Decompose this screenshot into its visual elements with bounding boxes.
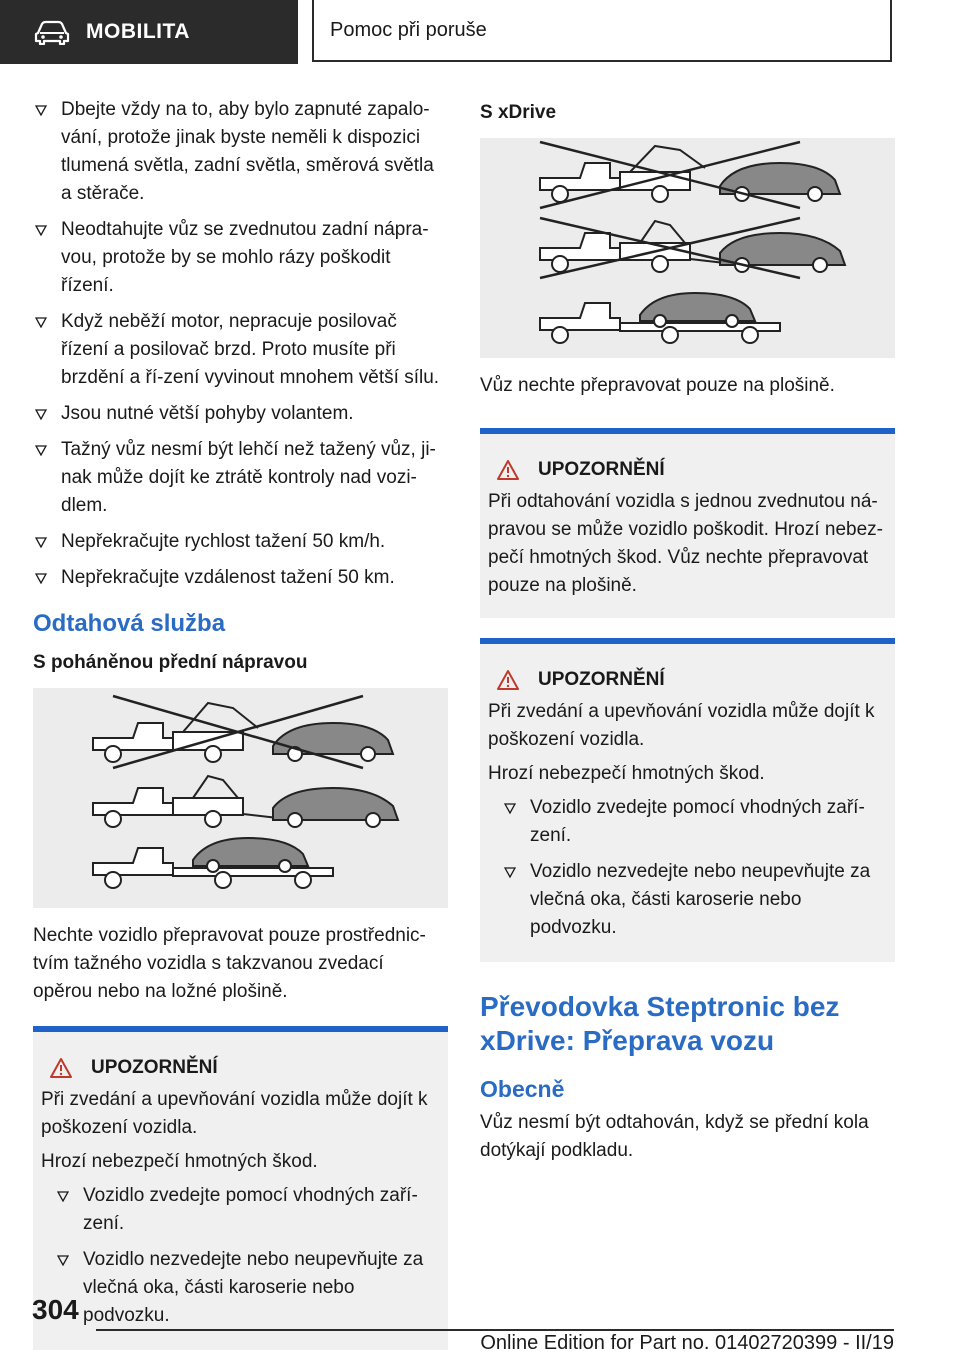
list-item: Vozidlo nezvedejte nebo neupevňujte za vlečná oka, části karoserie nebo podvozku. xyxy=(502,858,887,942)
figure-caption: Nechte vozidlo přepravovat pouze prostřednic-tvím tažného vozidla s takzvanou zvedací opěrou nebo na ložné plošině. xyxy=(33,925,426,1002)
section-label: MOBILITA xyxy=(86,20,190,43)
list-item: Nepřekračujte rychlost tažení 50 km/h. xyxy=(33,528,448,556)
list-item: Vozidlo zvedejte pomocí vhodných zaří-zení. xyxy=(55,1182,440,1238)
warning-box xyxy=(480,638,895,962)
warning-text: Hrozí nebezpečí hmotných škod. xyxy=(488,763,765,784)
bullet-triangle-icon xyxy=(35,409,47,420)
bullet-triangle-icon xyxy=(35,105,47,116)
warning-header: UPOZORNĚNÍ xyxy=(41,1054,440,1082)
warning-box xyxy=(480,428,895,618)
bullet-triangle-icon xyxy=(35,317,47,328)
towing-illustration-front-drive xyxy=(33,688,448,908)
bullet-triangle-icon xyxy=(504,803,516,814)
warning-text: Při zvedání a upevňování vozidla může dojít k poškození vozidla. xyxy=(41,1089,428,1138)
left-column xyxy=(33,96,448,1350)
precaution-list xyxy=(33,96,448,592)
bullet-triangle-icon xyxy=(504,867,516,878)
section-tab xyxy=(0,0,298,64)
warning-text: Hrozí nebezpečí hmotných škod. xyxy=(41,1151,318,1172)
towing-illustration-xdrive xyxy=(480,138,895,358)
figure-caption: Vůz nechte přepravovat pouze na plošině. xyxy=(480,375,835,396)
subsection-title: S xDrive xyxy=(480,102,557,123)
bullet-triangle-icon xyxy=(57,1191,69,1202)
chapter-title: Pomoc při poruše xyxy=(312,0,892,62)
list-item: Dbejte vždy na to, aby bylo zapnuté zapalo-vání, protože jinak byste neměli k dispozici tlumená světla, zadní světla, směrová světla a stěrače. xyxy=(33,96,448,208)
warning-triangle-icon xyxy=(496,459,520,481)
footer-divider xyxy=(96,1329,894,1331)
list-item: Tažný vůz nesmí být lehčí než tažený vůz, ji-nak může dojít ke ztrátě kontroly nad vozi-dlem. xyxy=(33,436,448,520)
chapter-heading: Převodovka Steptronic bez xDrive: Přeprava vozu xyxy=(480,991,840,1056)
warning-list xyxy=(502,794,887,942)
section-heading: Obecně xyxy=(480,1076,565,1102)
towing-diagram xyxy=(33,688,448,908)
list-item: Neodtahujte vůz se zvednutou zadní nápra-vou, protože by se mohlo rázy poškodit řízení. xyxy=(33,216,448,300)
warning-text: Při odtahování vozidla s jednou zvednutou ná-pravou se může vozidlo poškodit. Hrozí nebez-pečí hmotných škod. Vůz nechte přepravovat pouze na plošině. xyxy=(488,491,883,596)
list-item: Vozidlo zvedejte pomocí vhodných zaří-zení. xyxy=(502,794,887,850)
section-title: Odtahová služba xyxy=(33,610,226,637)
right-column xyxy=(480,96,895,1165)
bullet-triangle-icon xyxy=(35,225,47,236)
list-item: Jsou nutné větší pohyby volantem. xyxy=(33,400,448,428)
warning-triangle-icon xyxy=(496,669,520,691)
bullet-triangle-icon xyxy=(35,573,47,584)
list-item: Když neběží motor, nepracuje posilovač řízení a posilovač brzd. Proto musíte při brzdění a ří-zení vyvinout mnohem větší sílu. xyxy=(33,308,448,392)
edition-text: Online Edition for Part no. 01402720399 - II/19 xyxy=(480,1332,894,1354)
towing-diagram xyxy=(480,138,895,358)
subsection-title: S poháněnou přední nápravou xyxy=(33,652,308,673)
warning-text: Při zvedání a upevňování vozidla může dojít k poškození vozidla. xyxy=(488,701,875,750)
bullet-triangle-icon xyxy=(35,537,47,548)
warning-header: UPOZORNĚNÍ xyxy=(488,666,887,694)
list-item: Vozidlo nezvedejte nebo neupevňujte za vlečná oka, části karoserie nebo podvozku. xyxy=(55,1246,440,1330)
list-item: Nepřekračujte vzdálenost tažení 50 km. xyxy=(33,564,448,592)
bullet-triangle-icon xyxy=(57,1255,69,1266)
car-icon xyxy=(34,19,70,45)
bullet-triangle-icon xyxy=(35,445,47,456)
warning-header: UPOZORNĚNÍ xyxy=(488,456,887,484)
warning-triangle-icon xyxy=(49,1057,73,1079)
body-paragraph: Vůz nesmí být odtahován, když se přední kola dotýkají podkladu. xyxy=(480,1112,869,1161)
page-number: 304 xyxy=(32,1294,79,1325)
warning-box xyxy=(33,1026,448,1350)
warning-list xyxy=(55,1182,440,1330)
